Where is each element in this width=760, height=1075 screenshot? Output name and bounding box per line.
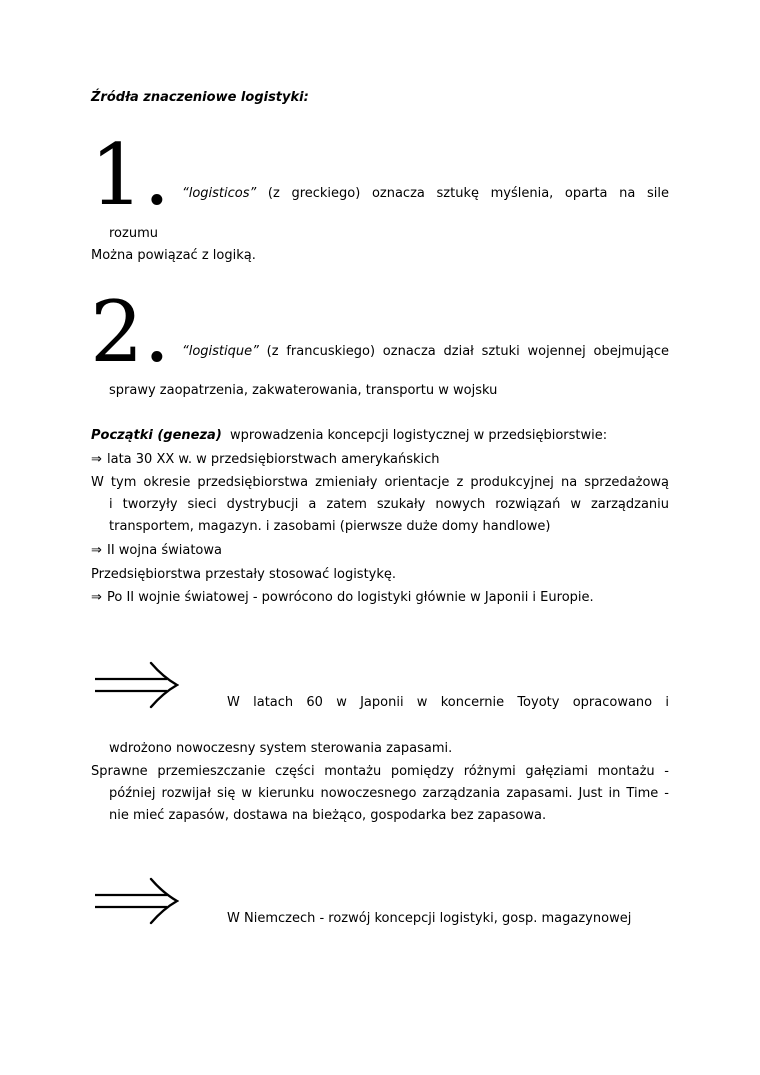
- item2-first-line: [182, 344, 669, 360]
- sentence-2: Przedsiębiorstwa przestały stosować logistykę.: [91, 567, 397, 582]
- implies-arrow-icon: ⇒: [91, 543, 102, 558]
- item2-definition: (z francuskiego) oznacza dział sztuki wojennej obejmujące: [266, 344, 669, 359]
- list-item-1: [91, 452, 440, 468]
- beginnings-label: Początki (geneza): [91, 428, 222, 443]
- item-number-1: 1.: [90, 126, 171, 224]
- item-number-2: 2.: [90, 283, 171, 381]
- list-item-1-text: lata 30 XX w. w przedsiębiorstwach amerykańskich: [107, 452, 440, 467]
- item1-note: Można powiązać z logiką.: [91, 248, 256, 263]
- japan-line-2: wdrożono nowoczesny system sterowania zapasami.: [109, 741, 453, 756]
- implies-arrow-icon: ⇒: [91, 452, 102, 467]
- section-heading: Źródła znaczeniowe logistyki:: [91, 90, 309, 105]
- japan-line-1: W latach 60 w Japonii w koncernie Toyoty opracowano i: [227, 695, 669, 710]
- paragraph1-line-3: transportem, magazyn. i zasobami (pierwsze duże domy handlowe): [109, 519, 551, 534]
- paragraph2-line-1: Sprawne przemieszczanie części montażu pomiędzy różnymi gałęziami montażu -: [91, 764, 669, 779]
- list-item-2: [91, 543, 222, 559]
- large-implies-arrow-icon: [93, 661, 179, 709]
- implies-arrow-icon: ⇒: [91, 590, 102, 605]
- item1-first-line: [182, 186, 669, 202]
- list-item-2-text: II wojna światowa: [107, 543, 222, 558]
- item2-continuation: sprawy zaopatrzenia, zakwaterowania, transportu w wojsku: [109, 383, 498, 398]
- paragraph1-line-1: W tym okresie przedsiębiorstwa zmieniały orientacje z produkcyjnej na sprzedażową: [91, 475, 669, 490]
- germany-line: W Niemczech - rozwój koncepcji logistyki, gosp. magazynowej: [227, 911, 632, 926]
- item1-definition: (z greckiego) oznacza sztukę myślenia, oparta na sile: [267, 186, 669, 201]
- paragraph2-line-3: nie mieć zapasów, dostawa na bieżąco, gospodarka bez zapasowa.: [109, 808, 547, 823]
- paragraph1-line-2: i tworzyły sieci dystrybucji a zatem szukały nowych rozwiązań w zarządzaniu: [109, 497, 669, 512]
- beginnings-text: wprowadzenia koncepcji logistycznej w przedsiębiorstwie:: [230, 428, 608, 443]
- beginnings-line: [91, 428, 607, 444]
- list-item-3: [91, 590, 594, 606]
- paragraph2-line-2: później rozwijał się w kierunku nowoczesnego zarządzania zapasami. Just in Time -: [109, 786, 669, 801]
- list-item-3-text: Po II wojnie światowej - powrócono do logistyki głównie w Japonii i Europie.: [107, 590, 594, 605]
- item2-term: “logistique”: [182, 344, 259, 359]
- item1-term: “logisticos”: [182, 186, 257, 201]
- item1-continuation: rozumu: [109, 226, 158, 241]
- large-implies-arrow-icon: [93, 877, 179, 925]
